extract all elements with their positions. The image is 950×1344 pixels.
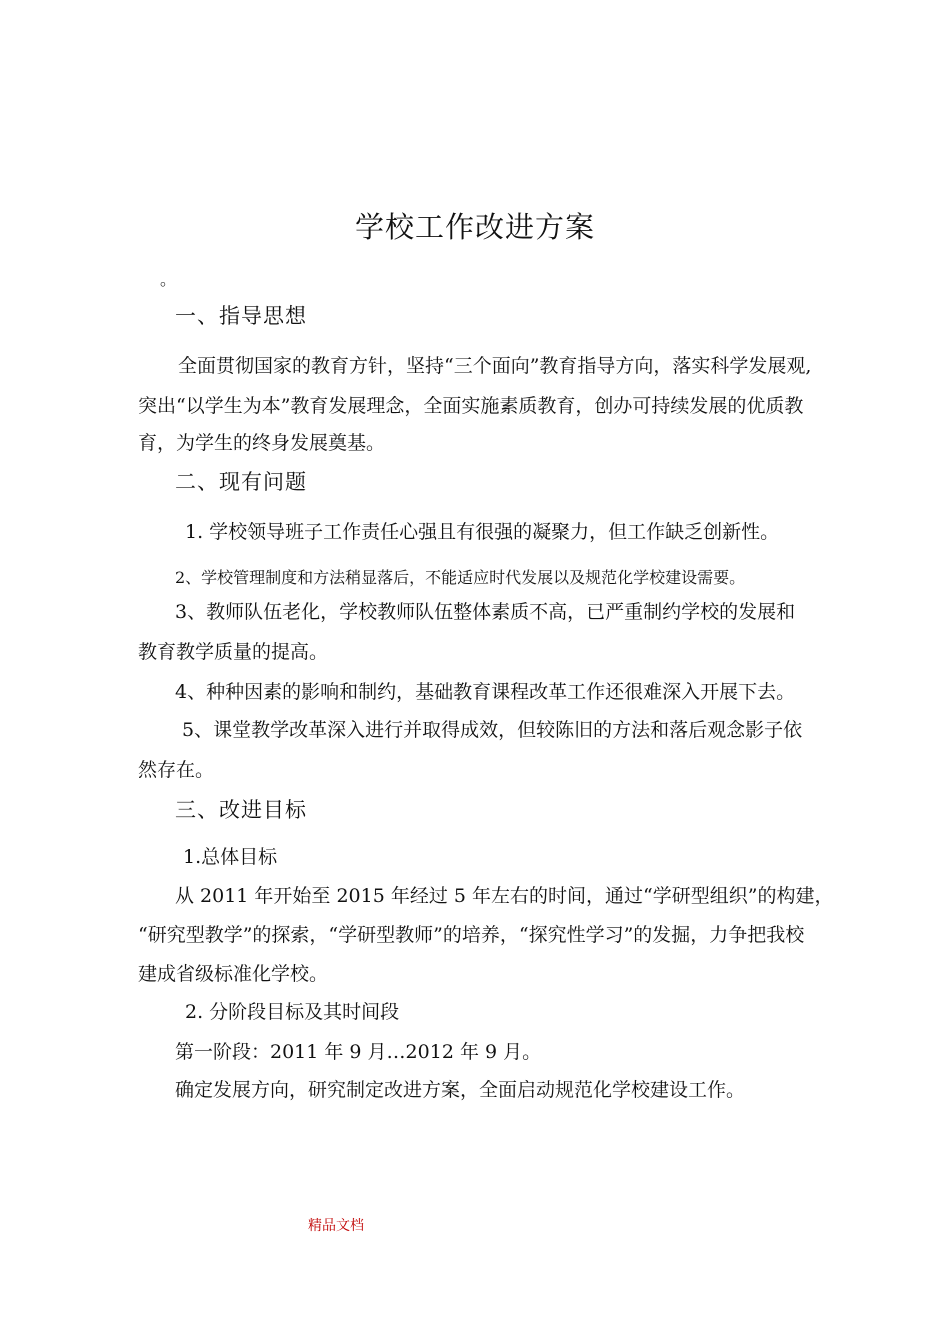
- subheading-phased-goals: 2. 分阶段目标及其时间段: [185, 1001, 400, 1023]
- phase-description: 确定发展方向，研究制定改进方案，全面启动规范化学校建设工作。: [175, 1079, 746, 1101]
- section-heading-current-issues: 二、现有问题: [175, 470, 307, 494]
- list-item-continuation: 然存在。: [138, 759, 215, 781]
- paragraph-line: 从 2011 年开始至 2015 年经过 5 年左右的时间，通过“学研型组织”的构建，: [175, 885, 834, 907]
- list-item: 1. 学校领导班子工作责任心强且有很强的凝聚力，但工作缺乏创新性。: [185, 521, 780, 543]
- paragraph-line: 建成省级标准化学校。: [138, 963, 329, 985]
- paragraph-line: 突出“以学生为本”教育发展理念，全面实施素质教育，创办可持续发展的优质教: [138, 395, 804, 417]
- footer-watermark: 精品文档: [308, 1218, 364, 1234]
- list-item: 4、种种因素的影响和制约，基础教育课程改革工作还很难深入开展下去。: [175, 681, 796, 703]
- paragraph-line: 全面贯彻国家的教育方针，坚持“三个面向”教育指导方向，落实科学发展观,: [178, 355, 812, 377]
- section-heading-improvement-goals: 三、改进目标: [175, 798, 307, 822]
- document-title: 学校工作改进方案: [354, 210, 595, 244]
- list-item: 5、课堂教学改革深入进行并取得成效，但较陈旧的方法和落后观念影子依: [182, 719, 803, 741]
- phase-line: 第一阶段：2011 年 9 月…2012 年 9 月。: [175, 1041, 542, 1063]
- paragraph-line: “研究型教学”的探索，“学研型教师”的培养，“探究性学习”的发掘，力争把我校: [138, 924, 805, 946]
- subheading-overall-goal: 1.总体目标: [183, 846, 278, 868]
- list-item-continuation: 教育教学质量的提高。: [138, 641, 329, 663]
- list-item: 2、学校管理制度和方法稍显落后，不能适应时代发展以及规范化学校建设需要。: [175, 568, 746, 587]
- paragraph-line: 育，为学生的终身发展奠基。: [138, 432, 386, 454]
- stray-mark: 。: [160, 270, 177, 289]
- list-item: 3、教师队伍老化，学校教师队伍整体素质不高，已严重制约学校的发展和: [175, 601, 796, 623]
- section-heading-guiding-thought: 一、指导思想: [175, 304, 307, 328]
